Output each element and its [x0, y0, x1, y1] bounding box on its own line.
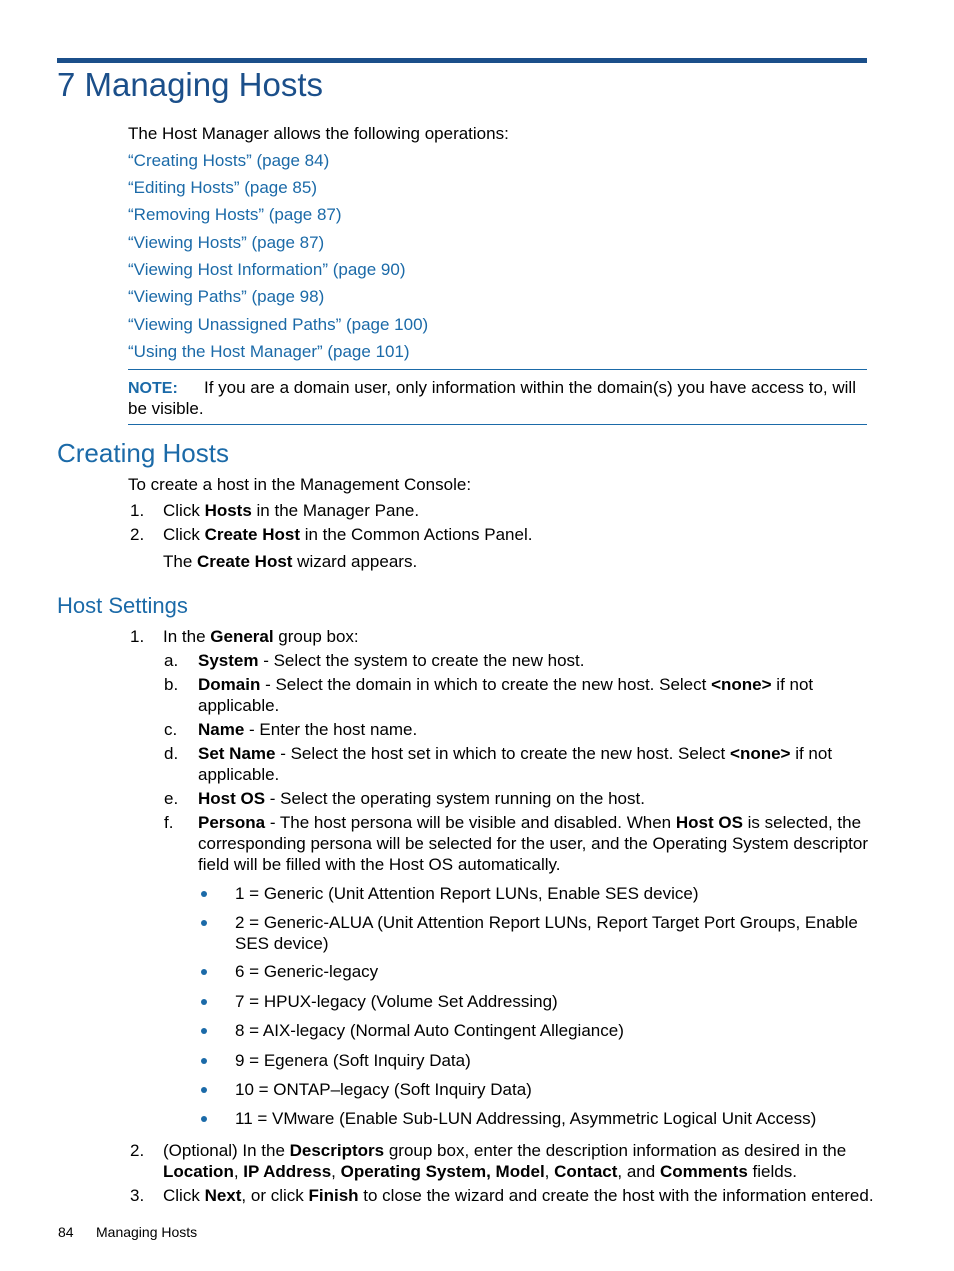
- step-result-text: The Create Host wizard appears.: [163, 552, 418, 571]
- step-finish: Click Next, or click Finish to close the wizard and create the host with the information entered.: [163, 1186, 874, 1205]
- substep-persona: Persona - The host persona will be visible and disabled. When Host OS is selected, the: [198, 813, 862, 832]
- step-number: 2.: [130, 525, 145, 544]
- link-viewing-unassigned-paths[interactable]: “Viewing Unassigned Paths” (page 100): [128, 315, 429, 334]
- link-viewing-host-information[interactable]: “Viewing Host Information” (page 90): [128, 260, 406, 279]
- persona-item: 10 = ONTAP–legacy (Soft Inquiry Data): [235, 1080, 532, 1099]
- substep-domain: Domain - Select the domain in which to create the new host. Select <none> if not: [198, 675, 814, 694]
- step-number: 2.: [130, 1141, 145, 1160]
- intro-text: The Host Manager allows the following operations:: [128, 124, 509, 143]
- step-text: In the General group box:: [163, 627, 359, 646]
- step-number: 1.: [130, 501, 145, 520]
- link-viewing-paths[interactable]: “Viewing Paths” (page 98): [128, 287, 325, 306]
- substep-letter: f.: [164, 813, 174, 832]
- substep-persona-cont: field will be filled with the Host OS automatically.: [198, 855, 561, 874]
- bullet-dot: [201, 1058, 207, 1064]
- persona-item: 2 = Generic-ALUA (Unit Attention Report LUNs, Report Target Port Groups, Enable: [235, 913, 858, 932]
- step-text: Click Create Host in the Common Actions Panel.: [163, 525, 533, 544]
- persona-item: 6 = Generic-legacy: [235, 962, 379, 981]
- section-heading-host-settings: Host Settings: [57, 593, 188, 618]
- step-descriptors-line1: (Optional) In the Descriptors group box, enter the description information as desired in the: [163, 1141, 847, 1160]
- persona-item: 9 = Egenera (Soft Inquiry Data): [235, 1051, 471, 1070]
- bullet-dot: [201, 1116, 207, 1122]
- bullet-dot: [201, 891, 207, 897]
- bullet-dot: [201, 969, 207, 975]
- persona-item: 1 = Generic (Unit Attention Report LUNs, Enable SES device): [235, 884, 699, 903]
- substep-set-name-cont: applicable.: [198, 765, 280, 784]
- substep-letter: b.: [164, 675, 179, 694]
- substep-domain-cont: applicable.: [198, 696, 280, 715]
- bullet-dot: [201, 1028, 207, 1034]
- substep-letter: e.: [164, 789, 179, 808]
- note-bottom-rule: [128, 424, 867, 425]
- substep-letter: d.: [164, 744, 179, 763]
- persona-item: 8 = AIX-legacy (Normal Auto Contingent Allegiance): [235, 1021, 624, 1040]
- persona-item-cont: SES device): [235, 934, 329, 953]
- persona-item: 11 = VMware (Enable Sub-LUN Addressing, Asymmetric Logical Unit Access): [235, 1109, 817, 1128]
- substep-persona-cont: corresponding persona will be selected for the user, and the Operating System descriptor: [198, 834, 868, 853]
- creating-hosts-intro: To create a host in the Management Console:: [128, 475, 472, 494]
- step-text: Click Hosts in the Manager Pane.: [163, 501, 420, 520]
- chapter-top-rule: [57, 58, 867, 63]
- step-number: 1.: [130, 627, 145, 646]
- substep-letter: a.: [164, 651, 179, 670]
- bullet-dot: [201, 1087, 207, 1093]
- persona-item: 7 = HPUX-legacy (Volume Set Addressing): [235, 992, 558, 1011]
- link-creating-hosts[interactable]: “Creating Hosts” (page 84): [128, 151, 330, 170]
- section-heading-creating-hosts: Creating Hosts: [57, 438, 229, 468]
- footer-page-number: 84: [58, 1224, 74, 1240]
- bullet-dot: [201, 999, 207, 1005]
- step-number: 3.: [130, 1186, 145, 1205]
- chapter-title: 7 Managing Hosts: [57, 66, 323, 103]
- substep-host-os: Host OS - Select the operating system running on the host.: [198, 789, 645, 808]
- link-editing-hosts[interactable]: “Editing Hosts” (page 85): [128, 178, 317, 197]
- bullet-dot: [201, 920, 207, 926]
- note-top-rule: [128, 369, 867, 370]
- step-descriptors-line2: Location, IP Address, Operating System, Model, Contact, and Comments fields.: [163, 1162, 797, 1181]
- link-viewing-hosts[interactable]: “Viewing Hosts” (page 87): [128, 233, 325, 252]
- note-label: NOTE:: [128, 380, 178, 397]
- link-using-host-manager[interactable]: “Using the Host Manager” (page 101): [128, 342, 410, 361]
- footer-section-name: Managing Hosts: [96, 1224, 198, 1240]
- note-text-line1: If you are a domain user, only information within the domain(s) you have access to, will: [204, 378, 856, 397]
- note-text-line2: be visible.: [128, 399, 204, 418]
- substep-name: Name - Enter the host name.: [198, 720, 418, 739]
- substep-set-name: Set Name - Select the host set in which to create the new host. Select <none> if not: [198, 744, 833, 763]
- substep-letter: c.: [164, 720, 178, 739]
- substep-system: System - Select the system to create the new host.: [198, 651, 585, 670]
- link-removing-hosts[interactable]: “Removing Hosts” (page 87): [128, 205, 342, 224]
